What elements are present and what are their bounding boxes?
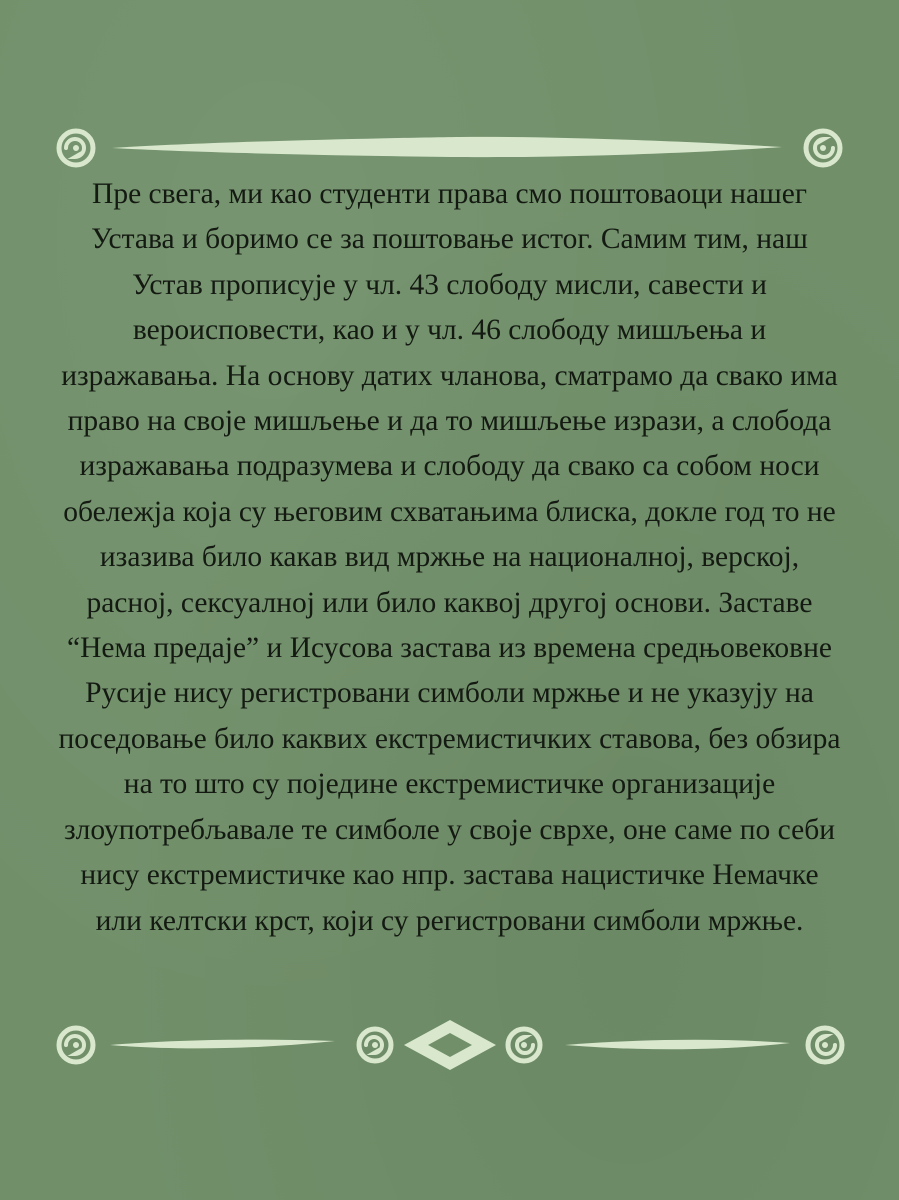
- diamond-icon: [404, 1020, 496, 1070]
- spiral-icon: [508, 1029, 540, 1061]
- brush-line: [110, 1040, 335, 1049]
- top-ornament-divider: [0, 120, 899, 180]
- body-paragraph: Пре свега, ми као студенти права смо поштоваоци нашег Устава и боримо се за поштовање истог. Самим тим, наш Устав прописује у чл. 43 слободу мисли, савести и вероисповести, као и у чл. 46 слободу мишљења и изражавања. На основу датих чланова, сматрамо да свако има право на своје мишљење и да то мишљење изрази, а слобода изражавања подразумева и слободу да свако са собом носи обележја која су његовим схватањима блиска, докле год то не изазива било какав вид мржње на националној, верској, расној, сексуалној или било каквој другој основи. Заставе “Нема предаје” и Исусова застава из времена средњовековне Русије нису регистровани симболи мржње и не указују на поседовање било каквих екстремистичких ставова, без обзира на то што су поједине екстремистичке организације злоупотребљавале те симболе у своје сврхе, оне саме по себи нису екстремистичке као нпр. застава нацистичке Немачке или келтски крст, који су регистровани симболи мржње.: [58, 178, 841, 937]
- spiral-icon: [806, 131, 840, 165]
- spiral-icon: [808, 1028, 842, 1062]
- spiral-icon: [59, 1028, 93, 1062]
- bottom-ornament-divider: [0, 1010, 899, 1080]
- spiral-icon: [359, 1029, 391, 1061]
- brush-line: [112, 137, 782, 157]
- spiral-icon: [59, 131, 93, 165]
- brush-line: [565, 1040, 790, 1049]
